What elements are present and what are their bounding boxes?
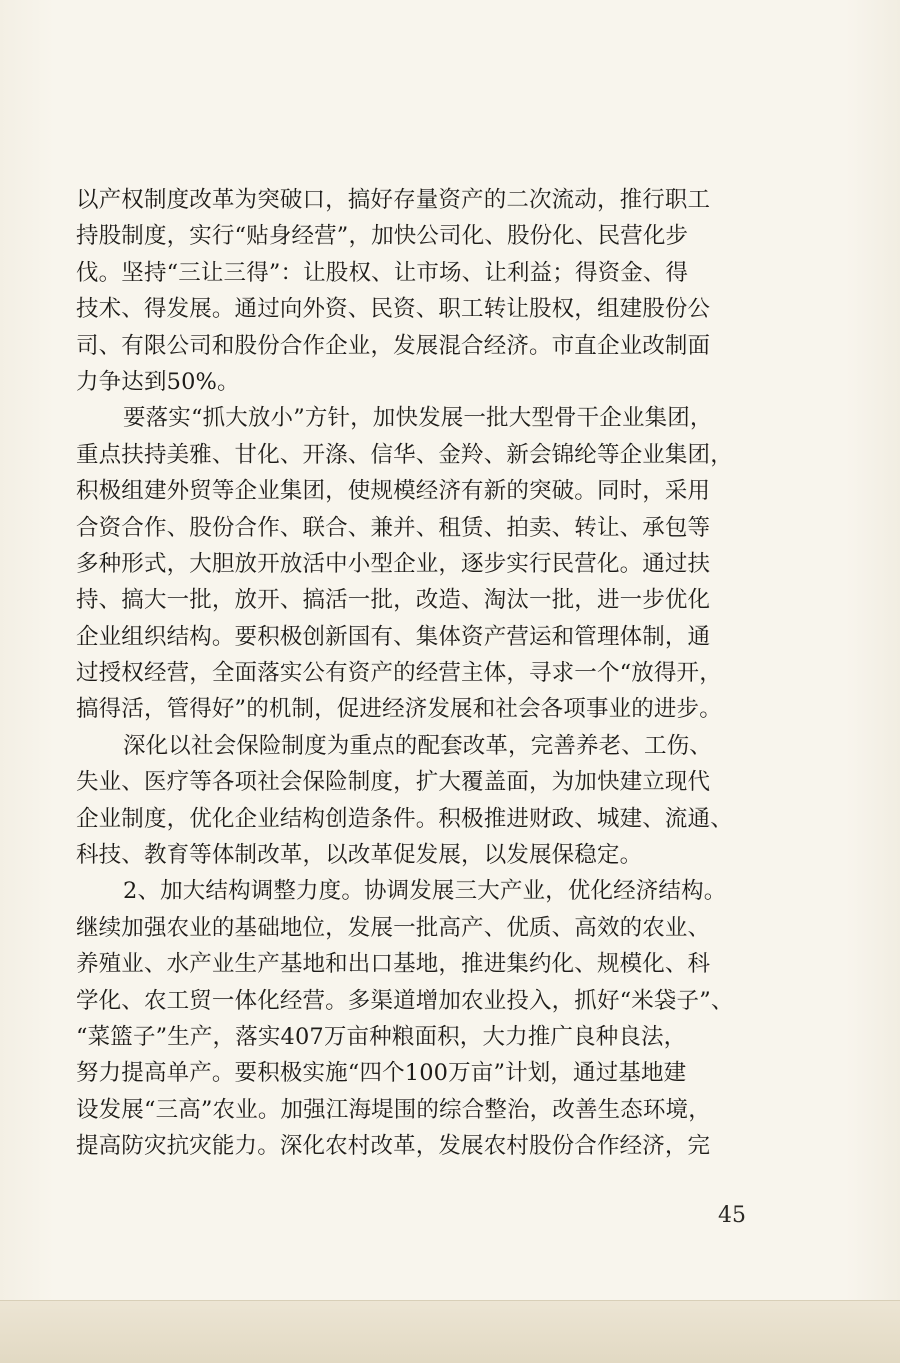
text-line: 积极组建外贸等企业集团，使规模经济有新的突破。同时，采用	[76, 478, 711, 505]
text-line: 持股制度，实行“贴身经营”，加快公司化、股份化、民营化步	[76, 223, 689, 250]
text-line: 失业、医疗等各项社会保险制度，扩大覆盖面，为加快建立现代	[76, 769, 711, 796]
page-bottom-edge	[0, 1300, 900, 1363]
text-line: 持、搞大一批，放开、搞活一批，改造、淘汰一批，进一步优化	[76, 587, 711, 614]
text-line: 企业制度，优化企业结构创造条件。积极推进财政、城建、流通、	[76, 805, 733, 832]
page-number: 45	[718, 1203, 746, 1228]
text-line: 以产权制度改革为突破口，搞好存量资产的二次流动，推行职工	[76, 187, 711, 213]
text-line: 过授权经营，全面落实公有资产的经营主体，寻求一个“放得开，	[76, 660, 722, 687]
paragraph-4	[76, 873, 786, 1164]
text-line: 养殖业、水产业生产基地和出口基地，推进集约化、规模化、科	[76, 951, 711, 978]
text-line: 技术、得发展。通过向外资、民资、职工转让股权，组建股份公	[76, 296, 711, 323]
text-line: 多种形式，大胆放开放活中小型企业，逐步实行民营化。通过扶	[76, 550, 711, 577]
text-line: 学化、农工贸一体化经营。多渠道增加农业投入，抓好“米袋子”、	[76, 987, 734, 1014]
text-line: 设发展“三高”农业。加强江海堤围的综合整治，改善生态环境，	[76, 1096, 711, 1123]
body-text	[76, 182, 786, 1165]
text-line: 企业组织结构。要积极创新国有、集体资产营运和管理体制，通	[76, 623, 711, 650]
text-line: 力争达到50%。	[76, 368, 240, 395]
text-line: 科技、教育等体制改革，以改革促发展，以发展保稳定。	[76, 842, 643, 869]
paragraph-2	[76, 400, 786, 728]
text-line: 努力提高单产。要积极实施“四个100万亩”计划，通过基地建	[76, 1060, 687, 1087]
text-line: 要落实“抓大放小”方针，加快发展一批大型骨干企业集团，	[123, 405, 713, 432]
text-line: 伐。坚持“三让三得”：让股权、让市场、让利益；得资金、得	[76, 259, 689, 286]
paragraph-3	[76, 728, 786, 874]
text-line: 继续加强农业的基础地位，发展一批高产、优质、高效的农业、	[76, 914, 711, 941]
text-line: 合资合作、股份合作、联合、兼并、租赁、拍卖、转让、承包等	[76, 514, 711, 541]
text-line: “菜篮子”生产，落实407万亩种粮面积，大力推广良种良法，	[76, 1023, 687, 1050]
text-line: 重点扶持美雅、甘化、开涤、信华、金羚、新会锦纶等企业集团，	[76, 441, 733, 468]
text-line: 提高防灾抗灾能力。深化农村改革，发展农村股份合作经济，完	[76, 1133, 711, 1160]
text-line: 司、有限公司和股份合作企业，发展混合经济。市直企业改制面	[76, 332, 711, 359]
text-line: 2、加大结构调整力度。协调发展三大产业，优化经济结构。	[123, 878, 727, 905]
paragraph-1	[76, 182, 786, 400]
text-line: 搞得活，管得好”的机制，促进经济发展和社会各项事业的进步。	[76, 696, 722, 723]
text-line: 深化以社会保险制度为重点的配套改革，完善养老、工伤、	[123, 732, 712, 759]
